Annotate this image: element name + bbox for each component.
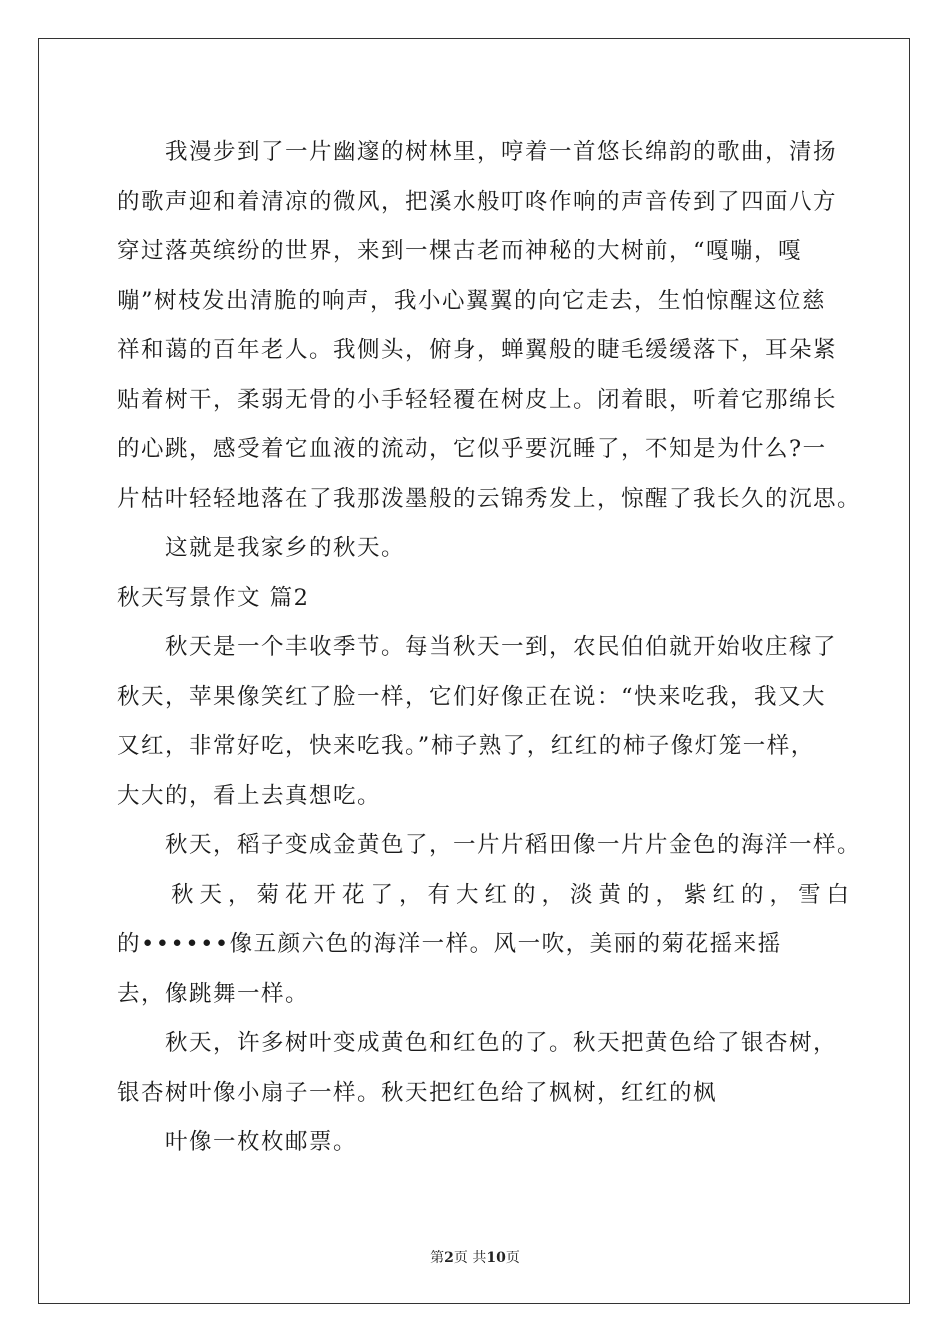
text-line: 祥和蔼的百年老人。我侧头，俯身，蝉翼般的睫毛缓缓落下，耳朵紧 xyxy=(117,337,838,363)
text-line: 秋天，苹果像笑红了脸一样，它们好像正在说：“快来吃我，我又大 xyxy=(117,683,827,710)
footer-mid: 页 共 xyxy=(453,1250,487,1266)
text-line: 片枯叶轻轻地落在了我那泼墨般的云锦秀发上，惊醒了我长久的沉思。 xyxy=(117,485,862,512)
footer-total-pages: 10 xyxy=(486,1250,506,1266)
footer-prefix: 第 xyxy=(430,1250,445,1266)
text-line: 这就是我家乡的秋天。 xyxy=(165,535,406,561)
footer-suffix: 页 xyxy=(505,1250,520,1266)
text-line: 银杏树叶像小扇子一样。秋天把红色给了枫树，红红的枫 xyxy=(117,1079,718,1106)
text-line: 秋天，稻子变成金黄色了，一片片稻田像一片片金色的海洋一样。 xyxy=(165,832,862,858)
text-line: 去，像跳舞一样。 xyxy=(117,980,310,1007)
footer-current-page: 2 xyxy=(444,1250,454,1266)
text-line: 穿过落英缤纷的世界，来到一棵古老而神秘的大树前，“嘎嘣，嘎 xyxy=(117,238,803,264)
text-line: 秋天是一个丰收季节。每当秋天一到，农民伯伯就开始收庄稼了 xyxy=(165,634,838,660)
section-heading: 秋天写景作文 篇2 xyxy=(117,584,310,611)
document-body xyxy=(117,128,862,1168)
text-line: 的歌声迎和着清凉的微风，把溪水般叮咚作响的声音传到了四面八方 xyxy=(117,188,838,215)
text-line: 我漫步到了一片幽邃的树林里，哼着一首悠长绵韵的歌曲，清扬 xyxy=(165,139,838,165)
page-footer xyxy=(0,1247,950,1267)
text-line: 贴着树干，柔弱无骨的小手轻轻覆在树皮上。闭着眼，听着它那绵长 xyxy=(117,386,838,413)
text-line: 大大的，看上去真想吃。 xyxy=(117,782,382,809)
text-line: 嘣”树枝发出清脆的响声，我小心翼翼的向它走去，生怕惊醒这位慈 xyxy=(117,287,827,314)
text-line: 叶像一枚枚邮票。 xyxy=(165,1129,358,1155)
text-line: 秋天，许多树叶变成黄色和红色的了。秋天把黄色给了银杏树， xyxy=(165,1030,838,1056)
text-line: 的••••••像五颜六色的海洋一样。风一吹，美丽的菊花摇来摇 xyxy=(117,931,782,957)
text-line: 又红，非常好吃，快来吃我。”柿子熟了，红红的柿子像灯笼一样， xyxy=(117,733,815,759)
text-line: 秋天，菊花开花了，有大红的，淡黄的，紫红的，雪白 xyxy=(171,881,856,908)
text-line: 的心跳，感受着它血液的流动，它似乎要沉睡了，不知是为什么?一 xyxy=(117,436,827,462)
